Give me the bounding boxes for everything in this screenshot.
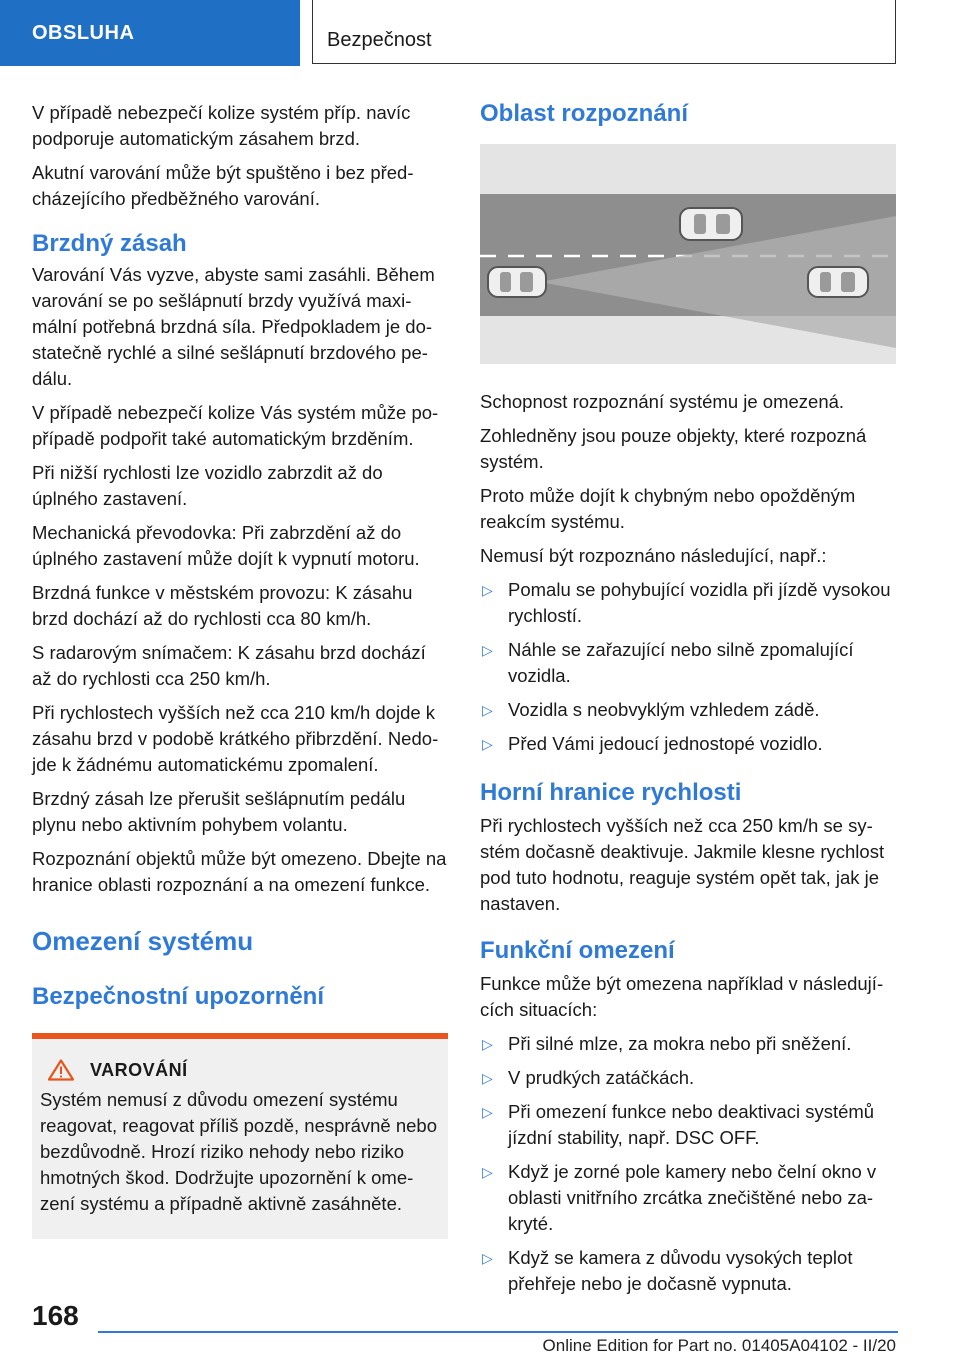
- page-header-title: Bezpečnost: [312, 0, 896, 64]
- left-column: [32, 100, 448, 1239]
- footer-edition: Online Edition for Part no. 01405A04102 - II/20: [542, 1336, 896, 1355]
- bullet-triangle-icon: ▷: [482, 1104, 493, 1120]
- car-front-same-lane-icon: [808, 267, 868, 297]
- paragraph: Zohledněny jsou pouze objekty, které rozpozná systém.: [480, 425, 867, 472]
- not-detected-list: [480, 577, 896, 757]
- heading-horni-hranice: Horní hranice rychlosti: [480, 779, 742, 806]
- paragraph: Funkce může být omezena například v následujících situacích:: [480, 973, 884, 1020]
- paragraph: Varování Vás vyzve, abyste sami zasáhli. Během varování se po sešlápnutí brzdy využívá maximální potřebná brzdná síla. Předpokladem je dostatečně rychlé a silné sešlápnutí brzdového pedálu.: [32, 264, 435, 389]
- section-tab: OBSLUHA: [0, 0, 300, 66]
- paragraph: Nemusí být rozpoznáno následující, např.:: [480, 545, 827, 566]
- bullet-triangle-icon: ▷: [482, 1164, 493, 1180]
- bullet-triangle-icon: ▷: [482, 702, 493, 718]
- bullet-triangle-icon: ▷: [482, 582, 493, 598]
- paragraph: Brzdná funkce v městském provozu: K zásahu brzd dochází až do rychlosti cca 80 km/h.: [32, 582, 413, 629]
- paragraph: Mechanická převodovka: Při zabrzdění až do úplného zastavení může dojít k vypnutí motoru.: [32, 522, 420, 569]
- bullet-triangle-icon: ▷: [482, 736, 493, 752]
- warning-label: VAROVÁNÍ: [90, 1059, 188, 1080]
- warning-text: Systém nemusí z důvodu omezení systému reagovat, reagovat příliš pozdě, nesprávně nebo bezdůvodně. Hrozí riziko nehody nebo riziko hmotných škod. Dodržujte upozornění k omezení systému a případně aktivně zasáhněte.: [40, 1089, 437, 1214]
- paragraph: S radarovým snímačem: K zásahu brzd dochází až do rychlosti cca 250 km/h.: [32, 642, 426, 689]
- list-item: ▷ Před Vámi jedoucí jednostopé vozidlo.: [480, 731, 896, 757]
- heading-oblast-rozpoznani: Oblast rozpoznání: [480, 100, 689, 127]
- paragraph: Při rychlostech vyšších než cca 250 km/h se systém dočasně deaktivuje. Jakmile klesne rychlost pod tuto hodnotu, reaguje systém opět tak, jak je nastaven.: [480, 815, 885, 914]
- footer-divider: [98, 1331, 898, 1333]
- bullet-triangle-icon: ▷: [482, 1036, 493, 1052]
- car-ego-icon: [488, 267, 546, 297]
- paragraph: Při nižší rychlosti lze vozidlo zabrzdit až do úplného zastavení.: [32, 462, 383, 509]
- list-item: ▷ V prudkých zatáčkách.: [480, 1065, 896, 1091]
- heading-bezpecnostni-upozorneni: Bezpečnostní upozornění: [32, 983, 325, 1010]
- list-item: ▷ Vozidla s neobvyklým vzhledem zádě.: [480, 697, 896, 723]
- list-item: ▷ Když je zorné pole kamery nebo čelní okno v oblasti vnitřního zrcátka znečištěné nebo zakryté.: [482, 1161, 877, 1234]
- intro-paragraph: V případě nebezpečí kolize systém příp. navíc podporuje automatickým zásahem brzd.: [32, 102, 411, 149]
- right-column: [480, 100, 896, 1305]
- list-item: ▷ Při silné mlze, za mokra nebo při sněžení.: [480, 1031, 896, 1057]
- intro-paragraph: Akutní varování může být spuštěno i bez předcházejícího předběžného varování.: [32, 162, 414, 209]
- paragraph: Při rychlostech vyšších než cca 210 km/h dojde k zásahu brzd v podobě krátkého přibrzdění. Nedojde k žádnému automatickému zpomalení.: [32, 702, 439, 775]
- bullet-triangle-icon: ▷: [482, 1250, 493, 1266]
- warning-header: [40, 1059, 438, 1081]
- bullet-triangle-icon: ▷: [482, 1070, 493, 1086]
- list-item: ▷ Při omezení funkce nebo deaktivaci systémů jízdní stability, např. DSC OFF.: [482, 1101, 875, 1148]
- heading-funkcni-omezeni: Funkční omezení: [480, 937, 675, 964]
- warning-triangle-icon: [48, 1059, 74, 1081]
- paragraph: Brzdný zásah lze přerušit sešlápnutím pedálu plynu nebo aktivním pohybem volantu.: [32, 788, 406, 835]
- list-item: ▷ Náhle se zařazující nebo silně zpomalující vozidla.: [482, 639, 854, 686]
- paragraph: Proto může dojít k chybným nebo opožděným reakcím systému.: [480, 485, 856, 532]
- paragraph: Rozpoznání objektů může být omezeno. Dbejte na hranice oblasti rozpoznání a na omezení funkce.: [32, 848, 447, 895]
- car-front-left-icon: [680, 208, 742, 240]
- heading-omezeni-systemu: Omezení systému: [32, 926, 254, 956]
- heading-brzdny-zasah: Brzdný zásah: [32, 230, 187, 257]
- function-limits-list: [480, 1031, 896, 1297]
- bullet-triangle-icon: ▷: [482, 642, 493, 658]
- page-number: 168: [32, 1300, 79, 1331]
- list-item: ▷ Pomalu se pohybující vozidla při jízdě vysokou rychlostí.: [482, 579, 891, 626]
- detection-area-illustration: [480, 144, 896, 364]
- warning-box: [32, 1039, 448, 1239]
- paragraph: Schopnost rozpoznání systému je omezená.: [480, 391, 845, 412]
- paragraph: V případě nebezpečí kolize Vás systém může popřípadě podpořit také automatickým brzděním.: [32, 402, 439, 449]
- list-item: ▷ Když se kamera z důvodu vysokých teplot přehřeje nebo je dočasně vypnuta.: [482, 1247, 853, 1294]
